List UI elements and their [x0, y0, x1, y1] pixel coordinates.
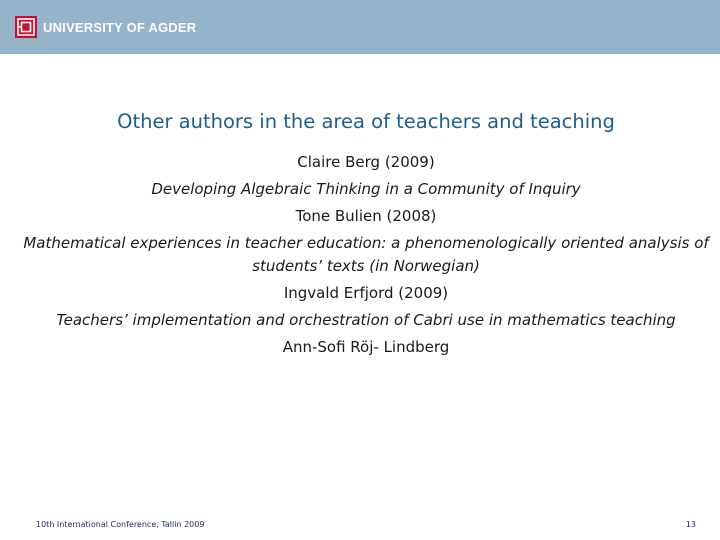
header-bar	[0, 0, 720, 54]
footer-conference: 10th International Conference, Tallin 2009	[36, 520, 205, 529]
university-logo	[15, 15, 196, 39]
slide-title: Other authors in the area of teachers and teaching	[117, 110, 615, 133]
work-title: Teachers’ implementation and orchestration of Cabri use in mathematics teaching	[56, 311, 676, 329]
author-name: Tone Bulien (2008)	[295, 207, 437, 225]
author-name: Ann-Sofi Röj- Lindberg	[282, 338, 450, 356]
work-title: Developing Algebraic Thinking in a Community of Inquiry	[151, 180, 581, 198]
logo-text: UNIVERSITY OF AGDER	[43, 19, 197, 35]
author-name: Ingvald Erfjord (2009)	[283, 284, 449, 302]
work-title: Mathematical experiences in teacher education: a phenomenologically oriented analysis of students’ texts (in Norwegian)	[23, 234, 709, 275]
university-emblem-icon	[15, 16, 37, 38]
page-number: 13	[685, 520, 696, 529]
slide-content	[20, 151, 712, 363]
author-name: Claire Berg (2009)	[297, 153, 435, 171]
